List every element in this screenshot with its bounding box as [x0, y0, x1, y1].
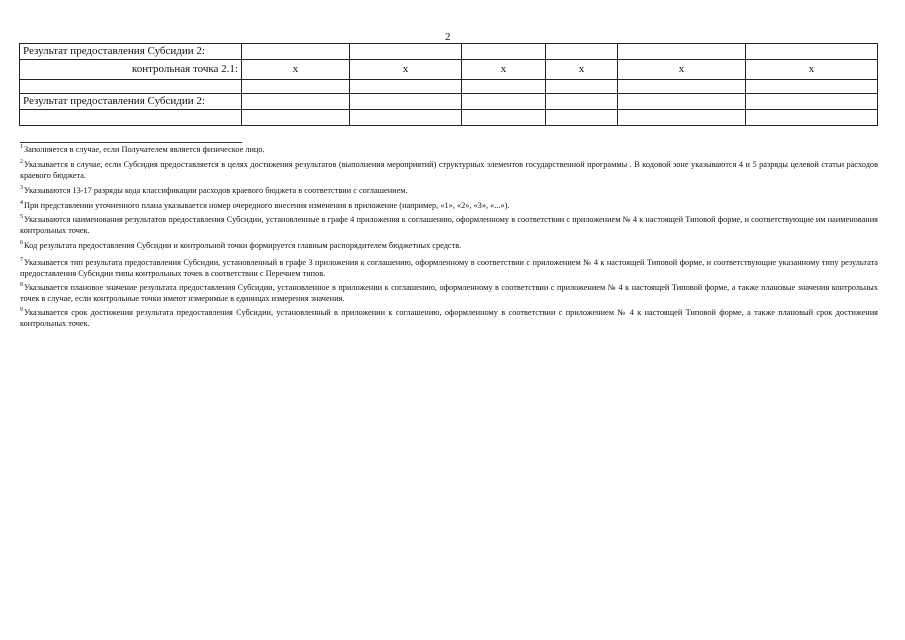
footnote-text: При представлении уточненного плана указывается номер очередного внесения изменения в приложение (например, «1», «2», «3», «...»). — [24, 201, 510, 210]
table-row — [20, 80, 878, 94]
footnote-number: 9 — [20, 307, 23, 313]
footnote-number: 2 — [20, 159, 23, 165]
table-cell — [618, 110, 746, 126]
table-cell: x — [746, 60, 878, 80]
table-cell — [746, 80, 878, 94]
footnote — [20, 282, 878, 304]
table-cell — [618, 94, 746, 110]
table-row — [20, 44, 878, 60]
table-cell — [546, 94, 618, 110]
table-cell — [350, 80, 462, 94]
footnote-number: 1 — [20, 144, 23, 150]
table-cell — [350, 94, 462, 110]
page-number: 2 — [445, 31, 451, 43]
table-cell — [242, 44, 350, 60]
footnote — [20, 159, 878, 181]
table-cell: x — [350, 60, 462, 80]
table-cell — [618, 80, 746, 94]
row-label — [20, 80, 242, 94]
table-cell — [350, 44, 462, 60]
table-cell — [242, 110, 350, 126]
footnote-separator — [20, 142, 242, 143]
footnotes — [20, 144, 878, 329]
table-cell — [618, 44, 746, 60]
footnote-number: 4 — [20, 200, 23, 206]
results-table — [19, 43, 878, 126]
footnote-text: Указывается срок достижения результата предоставления Субсидии, установленный в приложении к соглашению, оформленному в соответствии с приложением № 4 к настоящей Типовой форме, а также плановый срок достижения контрольных точек. — [20, 308, 878, 328]
table-row — [20, 94, 878, 110]
footnote-text: Указывается плановое значение результата предоставления Субсидии, установленное в приложении к соглашению, оформленному в соответствии с приложением № 4 к настоящей Типовой форме, а также плановые значения контрольных точек в случае, если контрольные точки имеют измеримые в единицах измерения значения. — [20, 283, 878, 303]
footnote-text: Указывается в случае, если Субсидия предоставляется в целях достижения результатов (выполнения мероприятий) структурных элементов государственной программы . В кодовой зоне указываются 4 и 5 разряды целевой статьи расходов краевого бюджета. — [20, 160, 878, 180]
footnote-number: 8 — [20, 282, 23, 288]
footnote — [20, 257, 878, 279]
table-cell — [350, 110, 462, 126]
table-cell — [546, 80, 618, 94]
footnote-text: Указываются наименования результатов предоставления Субсидии, установленные в графе 4 приложения к соглашению, оформленному в соответствии с приложением № 4 к настоящей Типовой форме, и соответствующие им наименования контрольных точек. — [20, 215, 878, 235]
table-cell — [746, 94, 878, 110]
footnote — [20, 214, 878, 236]
footnote-number: 5 — [20, 214, 23, 220]
footnote-number: 3 — [20, 185, 23, 191]
table-cell — [462, 80, 546, 94]
table-cell — [242, 80, 350, 94]
table-cell — [746, 110, 878, 126]
table-cell — [462, 44, 546, 60]
footnote-number: 6 — [20, 240, 23, 246]
footnote — [20, 240, 878, 251]
table-cell — [242, 94, 350, 110]
footnote-text: Указывается тип результата предоставления Субсидии, установленный в графе 3 приложения к соглашению, оформленному в соответствии с приложением № 4 к настоящей Типовой форме, и соответствующие указанному типу результата предоставления Субсидии типы контрольных точек в соответствии с Перечнем типов. — [20, 258, 878, 278]
footnote-text: Код результата предоставления Субсидии и контрольной точки формируется главным распорядителем бюджетных средств. — [24, 241, 462, 250]
footnote-number: 7 — [20, 257, 23, 263]
table-row — [20, 60, 878, 80]
row-label: контрольная точка 2.1: — [20, 60, 242, 80]
row-label: Результат предоставления Субсидии 2: — [20, 44, 242, 60]
row-label — [20, 110, 242, 126]
table-cell — [462, 94, 546, 110]
footnote — [20, 200, 878, 211]
footnote — [20, 307, 878, 329]
table-cell — [546, 44, 618, 60]
table-cell — [462, 110, 546, 126]
table-cell: x — [462, 60, 546, 80]
table-cell: x — [242, 60, 350, 80]
table-row — [20, 110, 878, 126]
table-cell — [546, 110, 618, 126]
footnote — [20, 144, 878, 155]
footnote — [20, 185, 878, 196]
footnote-text: Заполняется в случае, если Получателем является физическое лицо. — [24, 145, 265, 154]
footnote-text: Указываются 13-17 разряды кода классификации расходов краевого бюджета в соответствии с соглашением. — [24, 186, 408, 195]
table-cell: x — [618, 60, 746, 80]
table-cell: x — [546, 60, 618, 80]
row-label: Результат предоставления Субсидии 2: — [20, 94, 242, 110]
table-cell — [746, 44, 878, 60]
